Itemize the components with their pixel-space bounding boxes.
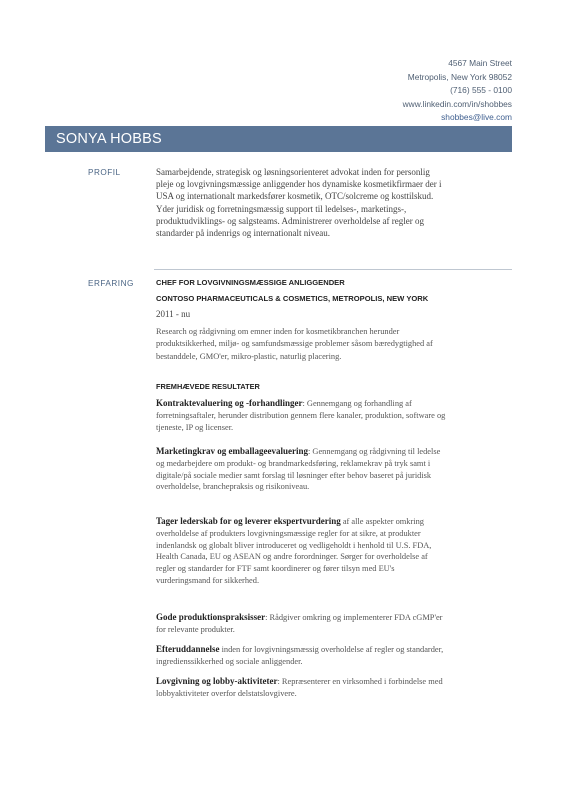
section-divider	[154, 269, 512, 270]
achievement-text: : Rådgiver omkring og implementerer FDA cGMP'er for relevante produkter.	[156, 613, 443, 634]
achievement-item	[156, 446, 446, 493]
achievement-title: Marketingkrav og emballageevaluering	[156, 446, 308, 456]
contact-phone: (716) 555 - 0100	[450, 85, 512, 96]
achievement-title: Gode produktionspraksisser	[156, 612, 266, 622]
achievement-item	[156, 516, 446, 587]
profile-text: Samarbejdende, strategisk og løsningsorienteret advokat inden for personlig pleje og lovgivningsmæssige anliggender hos dynamiske kosmetikfirmaer der i USA og internationalt markedsfører kosmetik, OTC/solcreme og kosttilskud. Yder juridisk og forretningsmæssig support til ledelses-, marketings-, produktudviklings- og salgsteams. Administrerer overholdelse af regler og standarder på indenrigs og internationalt niveau.	[156, 167, 442, 239]
achievement-text: af alle aspekter omkring overholdelse af produkters lovgivningsmæssige regler for at sikre, at produkter indenlandsk og globalt bliver introduceret og vedligeholdt i henhold til U.S. FDA, Health Canada, EU og ASEAN og andre forordninger. Sørger for overholdelse af regler og standarder for FTF samt koordinerer og fører tilsyn med EU's vurderingsmand for sikkerhed.	[156, 517, 432, 585]
achievement-text: : Gennemgang og rådgivning til ledelse og medarbejdere om produkt- og brandmarkedsføring, reklamekrav på tryk samt i digitale/på sociale medier samt forslag til løsninger efter behov baseret på juridisk overholdelse, branchepraksis og risikoniveau.	[156, 447, 441, 492]
achievement-title: Tager lederskab for og leverer ekspertvurdering	[156, 516, 341, 526]
profile-label: PROFIL	[88, 168, 121, 177]
name-banner	[45, 126, 512, 152]
contact-city: Metropolis, New York 98052	[407, 71, 512, 82]
experience-label: ERFARING	[88, 279, 134, 288]
achievement-item	[156, 644, 446, 668]
job-title: CHEF FOR LOVGIVNINGSMÆSSIGE ANLIGGENDER	[156, 278, 345, 287]
achievement-text: inden for lovgivningsmæssig overholdelse af regler og standarder, ingredienssikkerhed og sociale anliggender.	[156, 645, 444, 666]
achievement-text: : Repræsenterer en virksomhed i forbindelse med lobbyaktiviteter overfor delstatslovgivere.	[156, 677, 443, 698]
person-name: SONYA HOBBS	[56, 131, 162, 147]
achievement-item	[156, 676, 446, 700]
achievement-title: Lovgivning og lobby-aktiviteter	[156, 676, 278, 686]
achievement-title: Kontraktevaluering og -forhandlinger	[156, 398, 303, 408]
contact-info	[272, 57, 512, 125]
achievement-title: Efteruddannelse	[156, 644, 220, 654]
achievement-item	[156, 612, 446, 636]
highlights-heading: FREMHÆVEDE RESULTATER	[156, 382, 260, 391]
employment-dates: 2011 - nu	[156, 309, 191, 319]
achievement-item	[156, 398, 446, 433]
achievement-text: : Gennemgang og forhandling af forretningsaftaler, herunder distribution gennem flere kanaler, produktion, software og tjeneste, IP og licenser.	[156, 399, 446, 432]
job-summary: Research og rådgivning om emner inden for kosmetikbranchen herunder produktsikkerhed, miljø- og samfundsmæssige problemer såsom bæredygtighed af bestanddele, GMO'er, mikro-plastic, naturlig placering.	[156, 327, 433, 361]
contact-email[interactable]: shobbes@live.com	[441, 112, 512, 123]
company-name: CONTOSO PHARMACEUTICALS & COSMETICS, METROPOLIS, NEW YORK	[156, 294, 429, 303]
contact-street: 4567 Main Street	[448, 58, 512, 68]
contact-linkedin[interactable]: www.linkedin.com/in/shobbes	[402, 98, 512, 109]
